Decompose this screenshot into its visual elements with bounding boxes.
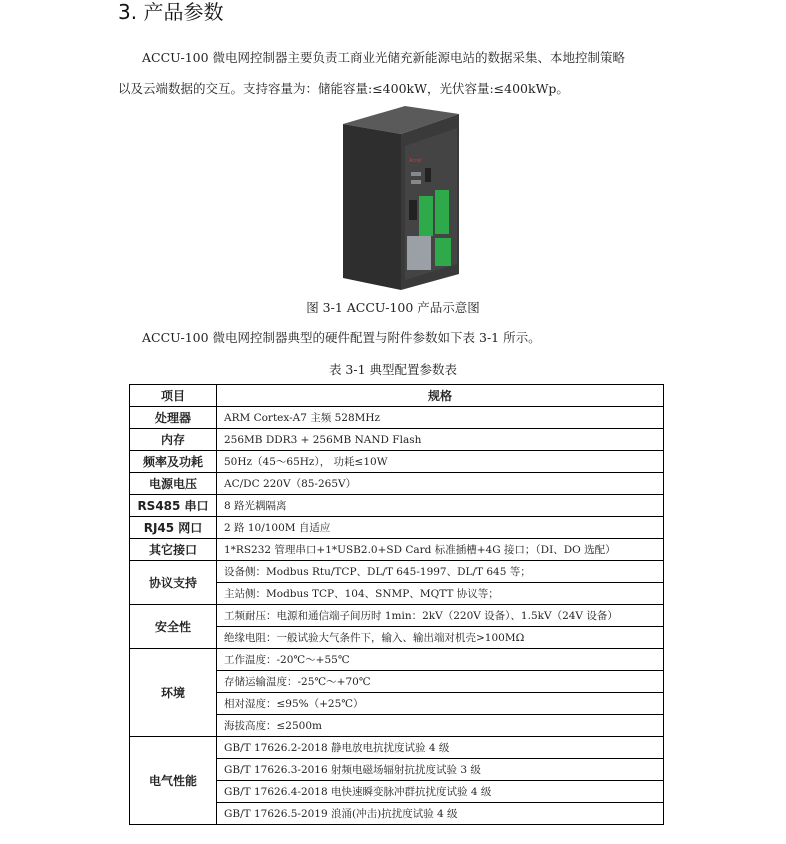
table-row (130, 473, 664, 495)
section-heading: 3. 产品参数 (118, 0, 224, 24)
brand-logo: Acrel (409, 158, 422, 164)
row-value: ARM Cortex-A7 主频 528MHz (217, 407, 664, 429)
table-row (130, 407, 664, 429)
row-value: 海拔高度：≤2500m (217, 715, 664, 737)
row-value: 相对湿度：≤95%（+25℃） (217, 693, 664, 715)
row-label: 电源电压 (130, 473, 217, 495)
intro-line-1: ACCU-100 微电网控制器主要负责工商业光储充新能源电站的数据采集、本地控制策略 (142, 50, 626, 65)
row-value: 1*RS232 管理串口+1*USB2.0+SD Card 标准插槽+4G 接口；（DI、DO 选配） (217, 539, 664, 561)
figure-caption: 图 3-1 ACCU-100 产品示意图 (306, 300, 480, 315)
row-value: 绝缘电阻：一般试验大气条件下，输入、输出端对机壳>100MΩ (217, 627, 664, 649)
table-caption: 表 3-1 典型配置参数表 (328, 362, 458, 377)
row-value: GB/T 17626.2-2018 静电放电抗扰度试验 4 级 (217, 737, 664, 759)
row-value: 50Hz（45～65Hz）， 功耗≤10W (217, 451, 664, 473)
table-row (130, 737, 664, 759)
table-row (130, 517, 664, 539)
table-row (130, 495, 664, 517)
row-label: 环境 (130, 649, 217, 737)
row-value: 8 路光耦隔离 (217, 495, 664, 517)
row-label: RJ45 网口 (130, 517, 217, 539)
row-label: 电气性能 (130, 737, 217, 825)
row-value: 主站侧：Modbus TCP、104、SNMP、MQTT 协议等； (217, 583, 664, 605)
row-value: 工作温度：-20℃～+55℃ (217, 649, 664, 671)
table-row (130, 539, 664, 561)
row-value: 256MB DDR3 + 256MB NAND Flash (217, 429, 664, 451)
row-label: 内存 (130, 429, 217, 451)
row-value: GB/T 17626.5-2019 浪涌(冲击)抗扰度试验 4 级 (217, 803, 664, 825)
table-row (130, 429, 664, 451)
table-header-row (130, 385, 664, 407)
row-value: 设备侧：Modbus Rtu/TCP、DL/T 645-1997、DL/T 645 等； (217, 561, 664, 583)
row-label: 处理器 (130, 407, 217, 429)
table-row (130, 649, 664, 671)
row-label: 其它接口 (130, 539, 217, 561)
table-row (130, 451, 664, 473)
intro-paragraph (118, 42, 678, 104)
row-label: 安全性 (130, 605, 217, 649)
row-label: RS485 串口 (130, 495, 217, 517)
row-value: AC/DC 220V（85-265V） (217, 473, 664, 495)
row-label: 协议支持 (130, 561, 217, 605)
row-value: 2 路 10/100M 自适应 (217, 517, 664, 539)
table-lead-text: ACCU-100 微电网控制器典型的硬件配置与附件参数如下表 3-1 所示。 (142, 330, 541, 345)
table-row (130, 605, 664, 627)
row-value: GB/T 17626.4-2018 电快速瞬变脉冲群抗扰度试验 4 级 (217, 781, 664, 803)
header-spec: 规格 (217, 385, 664, 407)
header-item: 项目 (130, 385, 217, 407)
controller-device-image (339, 104, 461, 290)
row-value: 存储运输温度：-25℃～+70℃ (217, 671, 664, 693)
row-value: 工频耐压：电源和通信端子间历时 1min：2kV（220V 设备）、1.5kV（24V 设备） (217, 605, 664, 627)
intro-line-2: 以及云端数据的交互。支持容量为：储能容量:≤400kW，光伏容量:≤400kWp。 (118, 81, 569, 96)
row-value: GB/T 17626.3-2016 射频电磁场辐射抗扰度试验 3 级 (217, 759, 664, 781)
row-label: 频率及功耗 (130, 451, 217, 473)
table-row (130, 561, 664, 583)
spec-table (129, 384, 664, 825)
